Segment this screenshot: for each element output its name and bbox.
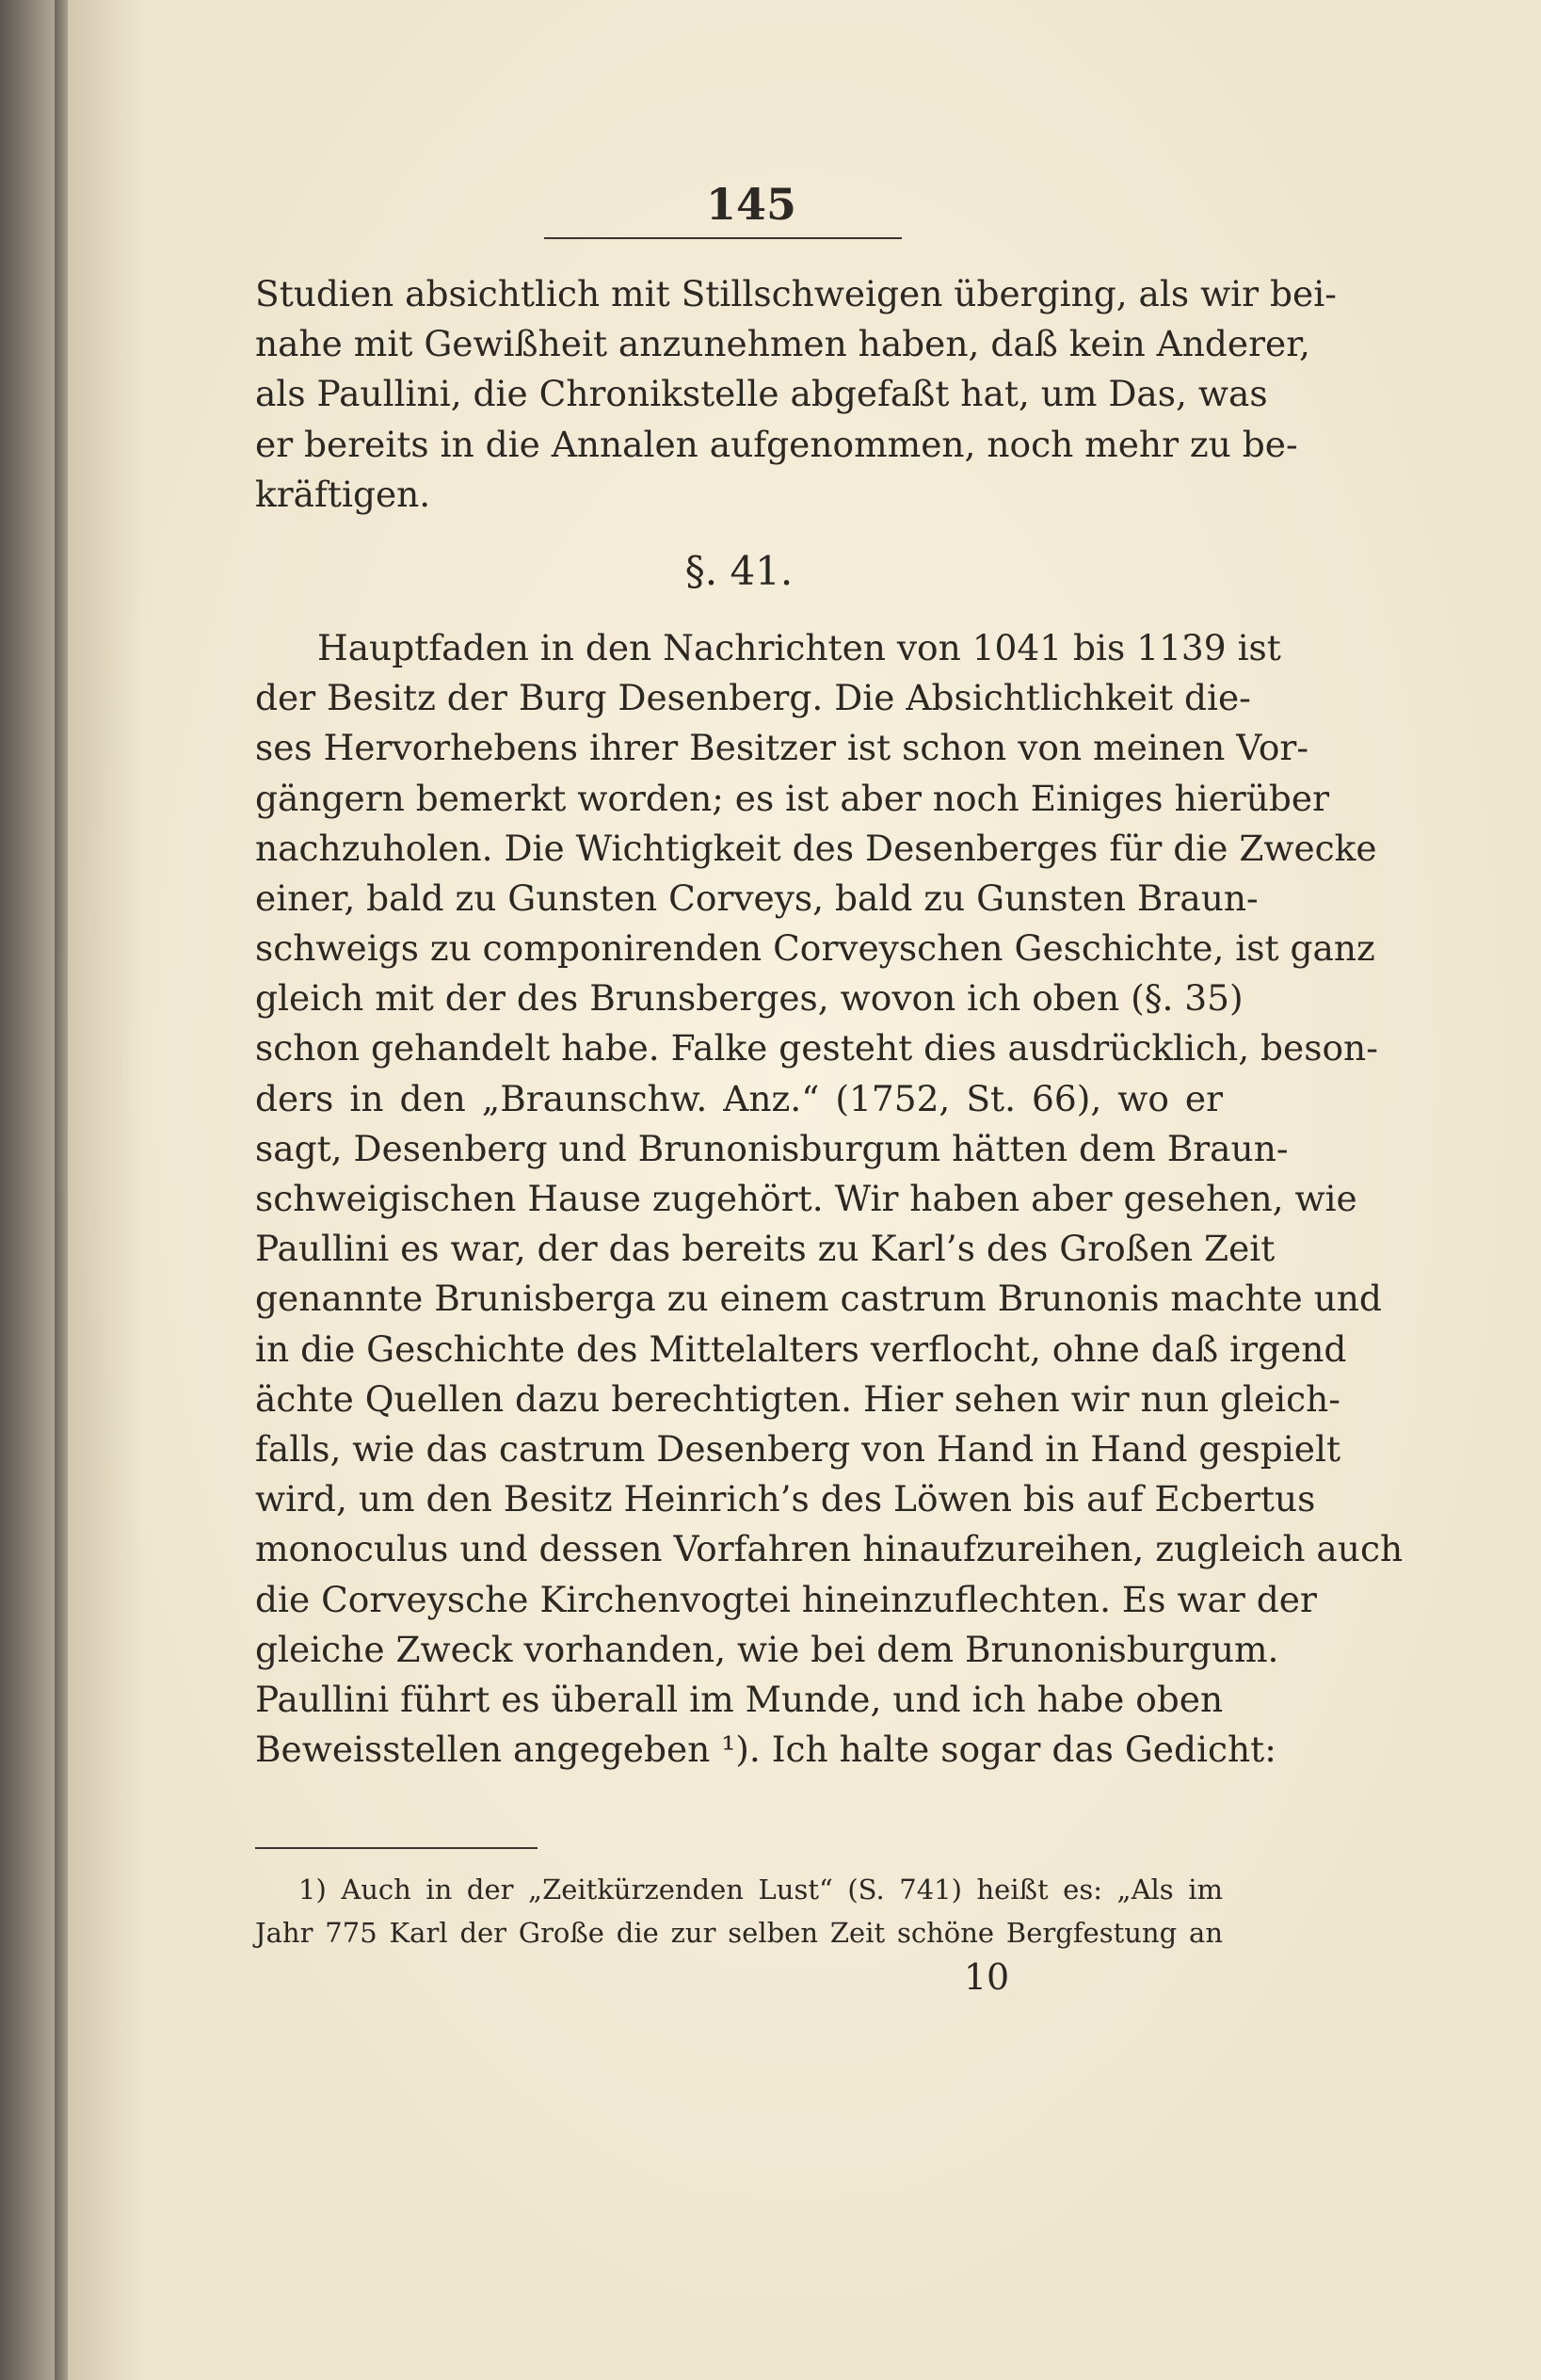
text-line: kräftigen. (255, 473, 431, 515)
page-number: 145 (705, 179, 797, 230)
scan-border (0, 0, 58, 2380)
section-heading: §. 41. (684, 547, 794, 594)
book-page (55, 0, 1541, 2380)
text-line: schon gehandelt habe. Falke gesteht dies ausdrücklich, beson- (255, 1027, 1378, 1069)
text-line: ses Hervorhebens ihrer Besitzer ist schon von meinen Vor- (255, 727, 1309, 769)
signature-mark: 10 (963, 1956, 1010, 1998)
text-line: nachzuholen. Die Wichtigkeit des Desenberges für die Zwecke (255, 827, 1377, 869)
text-line: sagt, Desenberg und Brunonisburgum hätten dem Braun- (255, 1127, 1289, 1169)
text-line: die Corveysche Kirchenvogtei hineinzuflechten. Es war der (255, 1578, 1317, 1620)
text-line: Hauptfaden in den Nachrichten von 1041 bis 1139 ist (317, 626, 1281, 668)
text-line: ders in den „Braunschw. Anz.“ (1752, St. 66), wo er (255, 1077, 1223, 1119)
footnote-line: 1) Auch in der „Zeitkürzenden Lust“ (S. 741) heißt es: „Als im (298, 1873, 1223, 1906)
text-line: gleich mit der des Brunsberges, wovon ich oben (§. 35) (255, 977, 1244, 1020)
text-line: ächte Quellen dazu berechtigten. Hier sehen wir nun gleich- (255, 1377, 1340, 1420)
text-line: in die Geschichte des Mittelalters verflocht, ohne daß irgend (255, 1327, 1347, 1370)
header-rule (544, 237, 902, 239)
body-text (255, 269, 1404, 1775)
footnote (255, 1868, 1223, 1954)
text-line: wird, um den Besitz Heinrich’s des Löwen bis auf Ecbertus (255, 1478, 1316, 1520)
text-line: gleiche Zweck vorhanden, wie bei dem Brunonisburgum. (255, 1628, 1279, 1670)
text-line: gängern bemerkt worden; es ist aber noch Einiges hierüber (255, 777, 1330, 819)
text-line: Beweisstellen angegeben ¹). Ich halte sogar das Gedicht: (255, 1729, 1276, 1771)
text-line: Paullini führt es überall im Munde, und ich habe oben (255, 1678, 1224, 1720)
footnote-line: Jahr 775 Karl der Große die zur selben Zeit schöne Bergfestung an (255, 1917, 1223, 1949)
text-line: der Besitz der Burg Desenberg. Die Absichtlichkeit die- (255, 677, 1251, 719)
footnote-rule (255, 1847, 538, 1849)
text-line: Paullini es war, der das bereits zu Karl’s des Großen Zeit (255, 1228, 1276, 1270)
text-line: falls, wie das castrum Desenberg von Hand in Hand gespielt (255, 1427, 1341, 1470)
page-gutter (55, 0, 68, 2380)
text-line: schweigs zu componirenden Corveyschen Geschichte, ist ganz (255, 927, 1375, 970)
text-line: nahe mit Gewißheit anzunehmen haben, daß kein Anderer, (255, 323, 1310, 365)
text-line: er bereits in die Annalen aufgenommen, noch mehr zu be- (255, 423, 1298, 465)
text-line: monoculus und dessen Vorfahren hinaufzureihen, zugleich auch (255, 1528, 1404, 1570)
text-line: als Paullini, die Chronikstelle abgefaßt hat, um Das, was (255, 373, 1268, 415)
text-line: einer, bald zu Gunsten Corveys, bald zu Gunsten Braun- (255, 876, 1259, 919)
text-line: genannte Brunisberga zu einem castrum Brunonis machte und (255, 1278, 1382, 1320)
text-line: Studien absichtlich mit Stillschweigen überging, als wir bei- (255, 273, 1337, 314)
text-line: schweigischen Hause zugehört. Wir haben aber gesehen, wie (255, 1178, 1357, 1219)
